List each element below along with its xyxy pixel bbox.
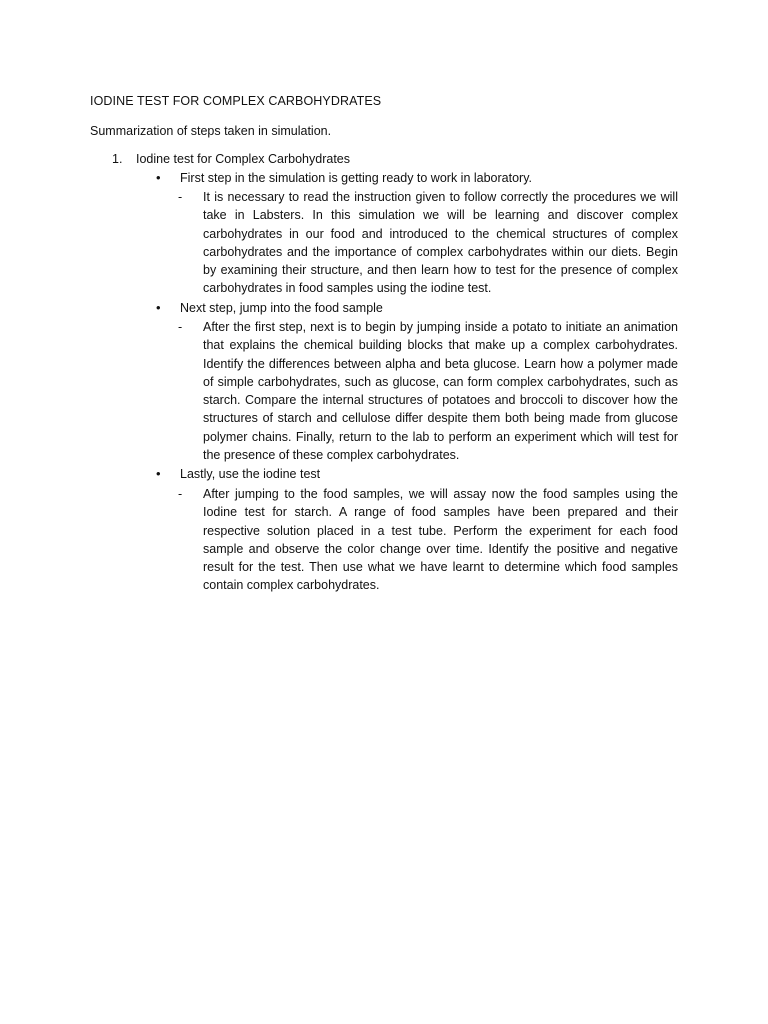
detail-paragraph-3: After jumping to the food samples, we will assay now the food samples using the Iodine test for starch. A range of food samples have been prepared and their respective solution placed in a test tube. Perform the experiment for each food sample and observe the color change over time. Identify the positive and negative result for the test. Then use what we have learnt to determine which food samples contain complex carbohydrates. (203, 487, 678, 593)
bullet-icon: • (156, 170, 161, 185)
detail-paragraph-1: It is necessary to read the instruction given to follow correctly the procedures we will take in Labsters. In this simulation we will be learning and discover complex carbohydrates in our food and introduced to the chemical structures of complex carbohydrates and the importance of complex carbohydrates within our diets. Begin by examining their structure, and then learn how to test for the presence of complex carbohydrates in food samples using the iodine test. (203, 190, 678, 296)
detail-paragraph-2: After the first step, next is to begin by jumping inside a potato to initiate an animation that explains the chemical building blocks that make up a complex carbohydrates. Identify the differences between alpha and beta glucose. Learn how a polymer made of simple carbohydrates, such as glucose, can form complex carbohydrates, such as starch. Compare the internal structures of potatoes and broccoli to discover how the structures of starch and cellulose differ despite them both being made from glucose polymer chains. Finally, return to the lab to perform an experiment which will test for the presence of these complex carbohydrates. (203, 320, 678, 463)
bullet-item-1-text: First step in the simulation is getting ready to work in laboratory. (180, 171, 533, 185)
dash-icon: - (178, 320, 183, 334)
bullet-item-3-text: Lastly, use the iodine test (180, 467, 321, 481)
bullet-item-2-text: Next step, jump into the food sample (180, 301, 383, 315)
numbered-item (112, 152, 350, 166)
list-number: 1. (112, 152, 123, 166)
bullet-icon: • (156, 300, 161, 315)
bullet-item-1 (156, 169, 532, 187)
document-title: IODINE TEST FOR COMPLEX CARBOHYDRATES (90, 94, 382, 108)
bullet-item-2 (156, 299, 383, 317)
dash-icon: - (178, 487, 183, 501)
bullet-icon: • (156, 466, 161, 481)
summary-heading: Summarization of steps taken in simulation. (90, 124, 332, 138)
bullet-item-3 (156, 465, 320, 483)
detail-block-3 (178, 485, 678, 595)
detail-block-2 (178, 318, 678, 464)
dash-icon: - (178, 190, 183, 204)
numbered-item-heading: Iodine test for Complex Carbohydrates (136, 152, 350, 166)
detail-block-1 (178, 188, 678, 298)
